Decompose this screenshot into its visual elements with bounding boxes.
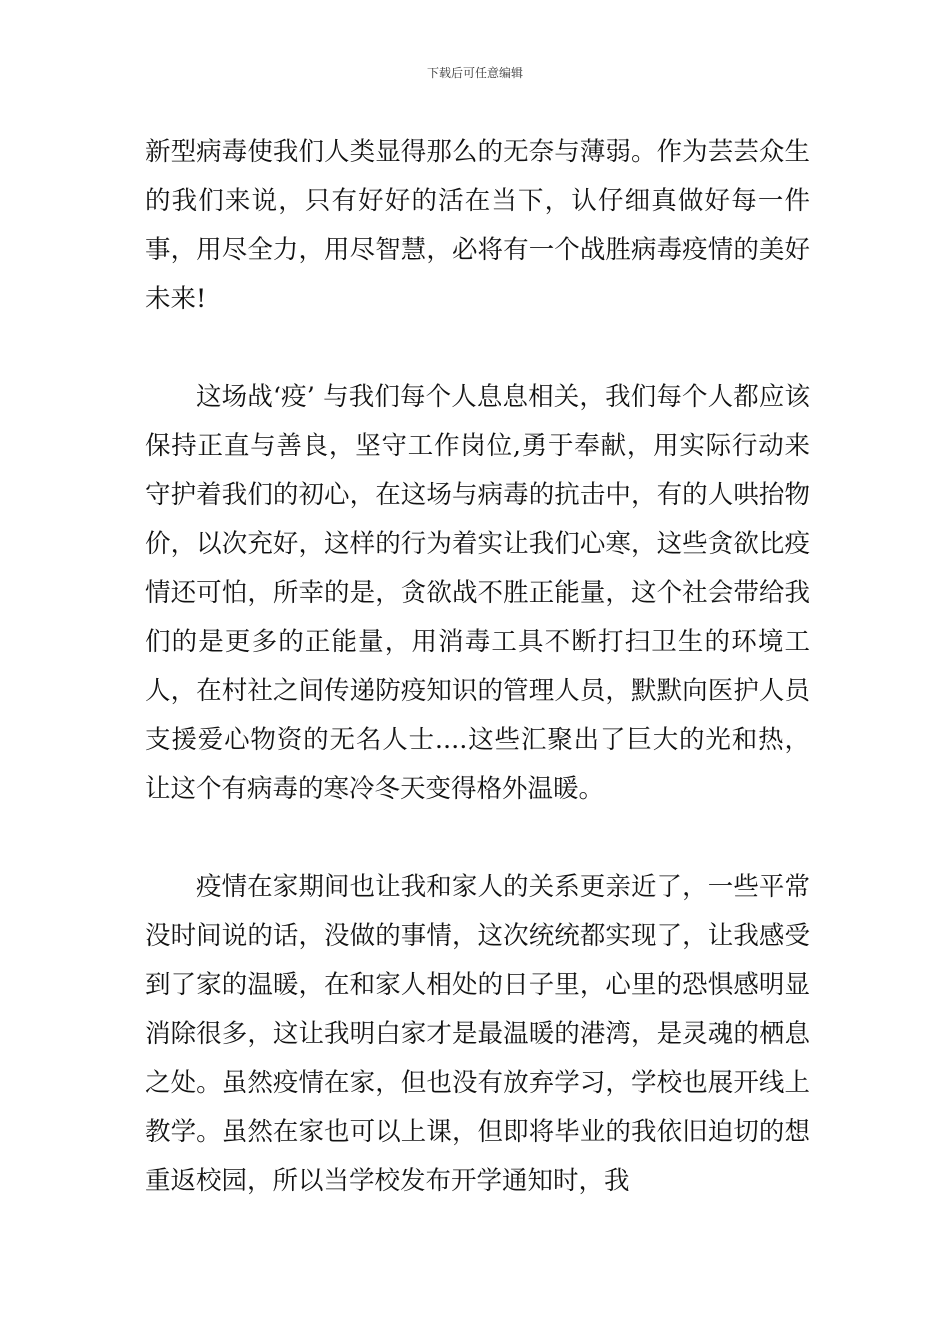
paragraph-gap — [145, 324, 810, 373]
paragraph-3: 疫情在家期间也让我和家人的关系更亲近了，一些平常没时间说的话，没做的事情，这次统统都实现了，让我感受到了家的温暖，在和家人相处的日子里，心里的恐惧感明显消除很多，这让我明白家才是最温暖的港湾，是灵魂的栖息之处。虽然疫情在家，但也没有放弃学习，学校也展开线上教学。虽然在家也可以上课，但即将毕业的我依旧迫切的想重返校园，所以当学校发布开学通知时，我 — [145, 872, 810, 1196]
paragraph-2: 这场战‘疫’ 与我们每个人息息相关，我们每个人都应该保持正直与善良，坚守工作岗位,勇于奉献，用实际行动来守护着我们的初心，在这场与病毒的抗击中，有的人哄抬物价，以次充好，这样的行为着实让我们心寒，这些贪欲比疫情还可怕，所幸的是，贪欲战不胜正能量，这个社会带给我们的是更多的正能量，用消毒工具不断打扫卫生的环境工人，在村社之间传递防疫知识的管理人员，默默向医护人员支援爱心物资的无名人士....这些汇聚出了巨大的光和热，让这个有病毒的寒冷冬天变得格外温暖。 — [145, 382, 810, 804]
paragraph-1: 新型病毒使我们人类显得那么的无奈与薄弱。作为芸芸众生的我们来说，只有好好的活在当下，认仔细真做好每一件事，用尽全力，用尽智慧，必将有一个战胜病毒疫情的美好未来! — [145, 137, 810, 314]
paragraph-gap — [145, 814, 810, 863]
document-body — [145, 128, 810, 1206]
header-note: 下载后可任意编辑 — [426, 66, 523, 80]
